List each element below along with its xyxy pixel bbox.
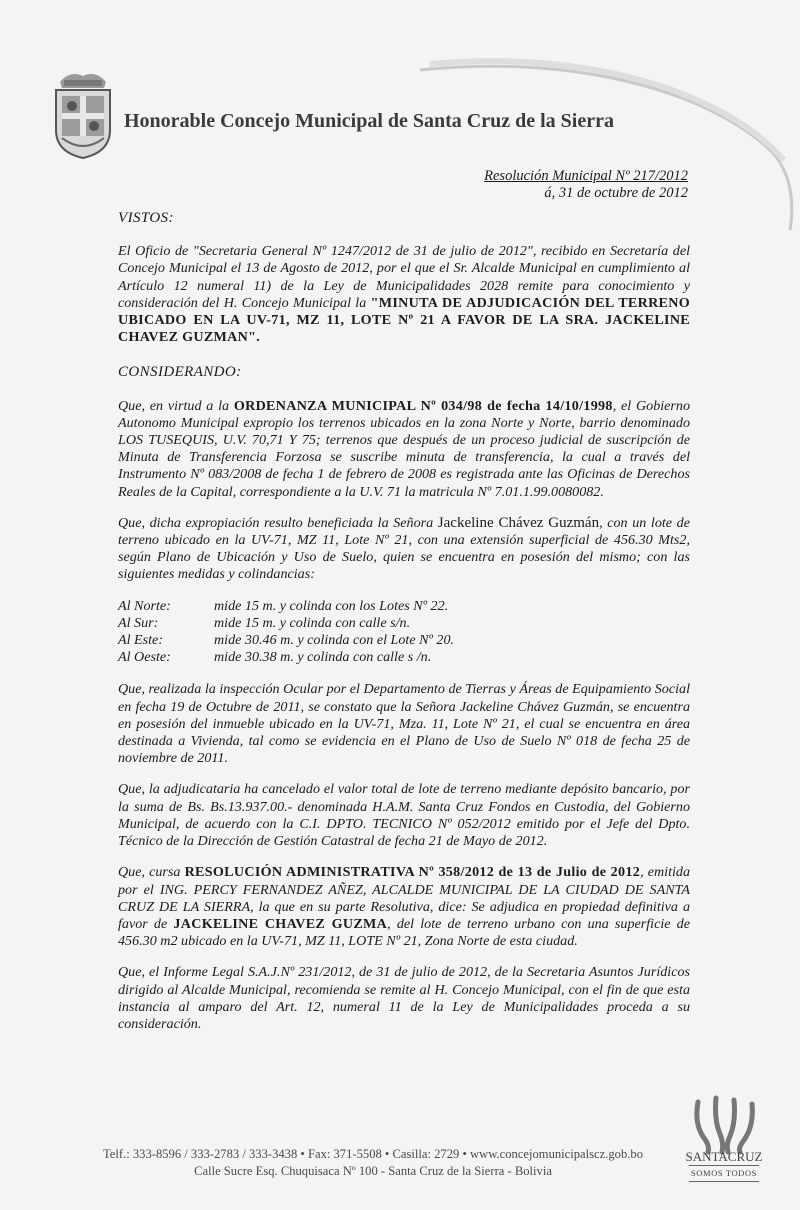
vistos-subject: "MINUTA DE ADJUDICACIÓN DEL TERRENO UBICADO EN LA UV-71, MZ 11, LOTE Nº 21 A FAVOR DE LA SRA. JACKELINE CHAVEZ GUZMAN". <box>118 294 690 346</box>
p2-pre: Que, dicha expropiación resulto beneficiada la Señora <box>118 514 438 531</box>
administrative-resolution: RESOLUCIÓN ADMINISTRATIVA Nº 358/2012 de 13 de Julio de 2012 <box>184 864 641 881</box>
considerando-paragraph-2 <box>118 515 690 584</box>
vistos-text: El Oficio de "Secretaria General Nº 1247/2012 de 31 de julio de 2012", recibido en Secretaría del Concejo Municipal el 13 de Agosto de 2012, por el que el Sr. Alcalde Municipal en cumplimiento al Artículo 12 numeral 11) de la Ley de Municipalidades 2028 remite para conocimiento y consideración del H. Concejo Municipal la <box>118 243 690 311</box>
logo-wordmark <box>680 1150 768 1182</box>
boundary-row <box>118 615 454 632</box>
boundary-value: mide 15 m. y colinda con calle s/n. <box>214 614 411 631</box>
boundary-value: mide 15 m. y colinda con los Lotes Nº 22. <box>214 597 449 614</box>
logo-sub-text: SOMOS TODOS <box>689 1165 759 1182</box>
institution-title: Honorable Concejo Municipal de Santa Cruz de la Sierra <box>124 110 614 132</box>
p1-post: , el Gobierno Autonomo Municipal expropio los terrenos ubicados en la zona Norte y Norte, barrio denominado LOS TUSEQUIS, U.V. 70,71 Y 75; terrenos que después de un proceso judicial de suscripción de Minuta de Transferencia Forzosa se suscribe minuta de transferencia, la cual a través del Instrumento Nº 083/2008 de fecha 1 de febrero de 2008 es registrada ante las Oficinas de Derechos Reales de la Capital, correspondiente a la U.V. 71 la matricula Nº 7.01.1.99.0080082. <box>118 397 690 500</box>
document-body <box>118 210 690 1047</box>
beneficiary-name: Jackeline Chávez Guzmán <box>437 514 600 531</box>
p5-mid: , emitida por el ING. PERCY FERNANDEZ AÑEZ, ALCALDE MUNICIPAL DE LA CIUDAD DE SANTA CRUZ DE LA SIERRA, la que en su parte Resolutiva, dice: Se adjudica en propiedad definitiva a favor de <box>118 864 690 932</box>
logo-main-text: SANTACRUZ <box>685 1149 763 1164</box>
vistos-heading: VISTOS: <box>118 210 174 226</box>
boundary-label: Al Sur: <box>118 614 159 631</box>
p1-pre: Que, en virtud a la <box>118 397 234 414</box>
resolution-date: á, 31 de octubre de 2012 <box>544 185 688 201</box>
boundary-row <box>118 632 454 649</box>
considerando-paragraph-1 <box>118 398 690 501</box>
footer-contact: Telf.: 333-8596 / 333-2783 / 333-3438 • Fax: 371-5508 • Casilla: 2729 • www.concejomunicipalscz.gob.bo <box>102 1147 644 1161</box>
adjudicated-beneficiary: JACKELINE CHAVEZ GUZMA <box>173 915 388 932</box>
p2-post: , con un lote de terreno ubicado en la UV-71, MZ 11, Lote Nº 21, con una extensión superficial de 456.30 Mts2, según Plano de Ubicación y Uso de Suelo, quien se encuentra en posesión del mismo; con las siguientes medidas y colindancias: <box>118 514 690 583</box>
considerando-paragraph-3: Que, realizada la inspección Ocular por el Departamento de Tierras y Áreas de Equipamiento Social en fecha 19 de Octubre de 2011, se constato que la Señora Jackeline Chávez Guzmán, se encuentra en posesión del inmueble ubicado en la UV-71, Mza. 11, Lote Nº 21, el cual se encuentra en área destinada a Vivienda, tal como se evidencia en el Plano de Uso de Suelo Nº 018 de fecha 25 de noviembre de 2011. <box>118 681 690 767</box>
boundary-label: Al Norte: <box>118 597 171 614</box>
footer <box>58 1146 688 1180</box>
vistos-paragraph <box>118 243 690 346</box>
boundary-label: Al Este: <box>118 632 164 649</box>
boundary-row <box>118 649 454 666</box>
boundary-row <box>118 598 454 615</box>
resolution-number: Resolución Municipal Nº 217/2012 <box>484 168 688 184</box>
boundaries-table <box>118 598 454 667</box>
boundary-value: mide 30.46 m. y colinda con el Lote Nº 20. <box>214 632 455 649</box>
ordinance-reference: ORDENANZA MUNICIPAL Nº 034/98 de fecha 14/10/1998 <box>233 397 613 414</box>
p5-post: , del lote de terreno urbano con una superficie de 456.30 m2 ubicado en la UV-71, MZ 11, LOTE Nº 21, Zona Norte de esta ciudad. <box>118 915 690 950</box>
boundary-label: Al Oeste: <box>118 649 171 666</box>
coat-of-arms-icon <box>50 68 116 160</box>
resolution-header <box>484 168 688 202</box>
considerando-heading: CONSIDERANDO: <box>118 364 242 381</box>
considerando-paragraph-6: Que, el Informe Legal S.A.J.Nº 231/2012, de 31 de julio de 2012, de la Secretaria Asuntos Jurídicos dirigido al Alcalde Municipal, recomienda se remite al H. Concejo Municipal, con el fin de que esta instancia al amparo del Art. 12, numeral 11 de la Ley de Municipalidades proceda a su consideración. <box>118 964 690 1032</box>
p5-pre: Que, cursa <box>118 864 185 881</box>
considerando-paragraph-4: Que, la adjudicataria ha cancelado el valor total de lote de terreno mediante depósito bancario, por la suma de Bs. Bs.13.937.00.- denominada H.A.M. Santa Cruz Fondos en Custodia, del Gobierno Municipal, de acuerdo con la C.I. DPTO. TECNICO Nº 052/2012 emitido por el Jefe del Dpto. Técnico de la Dirección de Gestión Catastral de fecha 21 de Mayo de 2012. <box>118 781 690 850</box>
considerando-paragraph-5 <box>118 864 690 950</box>
footer-address: Calle Sucre Esq. Chuquisaca Nº 100 - Santa Cruz de la Sierra - Bolivia <box>194 1164 552 1178</box>
boundary-value: mide 30.38 m. y colinda con calle s /n. <box>214 649 432 666</box>
